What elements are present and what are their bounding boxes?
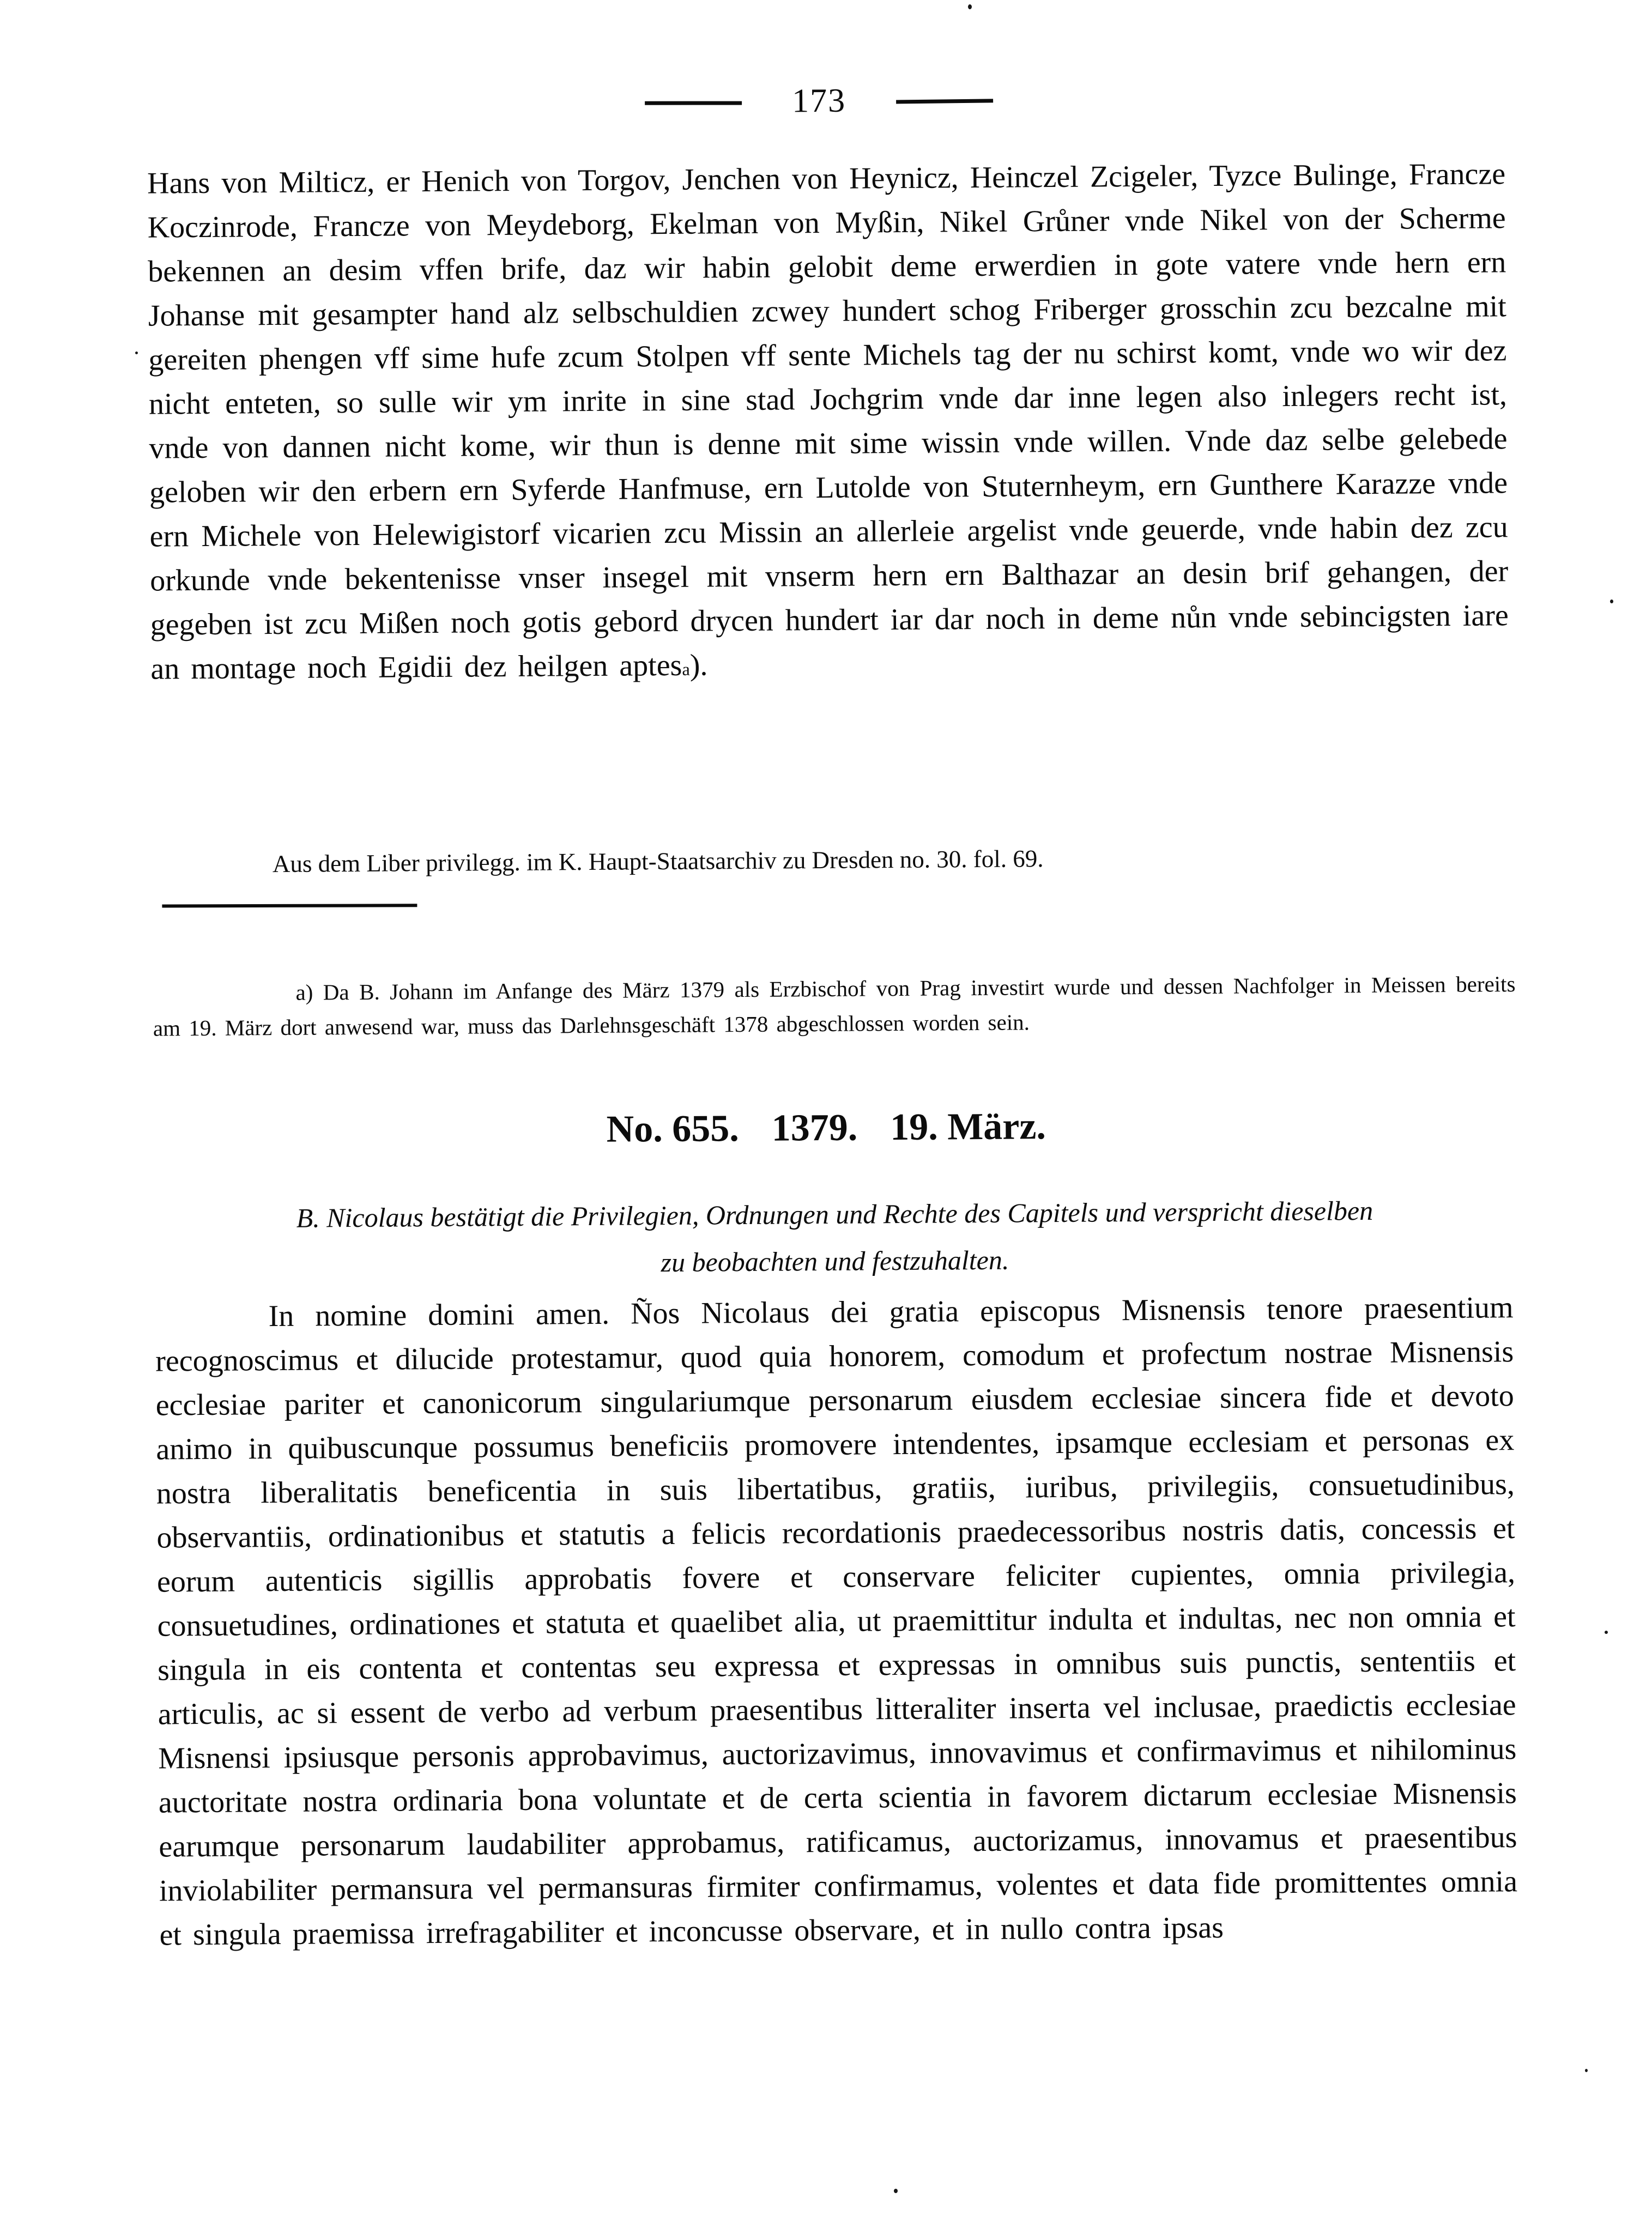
scan-speck — [1610, 600, 1613, 603]
page-number: 173 — [791, 82, 846, 120]
scan-speck — [894, 2189, 898, 2193]
entry-655-latin-text: In nomine domini amen. Ños Nicolaus dei gratia episcopus Misnensis tenore praesentium recognoscimus et dilucide protestamur, quod quia honorem, comodum et profectum nostrae Misnensis ecclesiae pariter et canonicorum singulariumque personarum eiusdem ecclesiae sincera fide et devoto animo in quibuscunque possumus beneficiis promovere intendentes, ipsamque ecclesiam et personas ex nostra liberalitatis beneficentia in suis libertatibus, gratiis, iuribus, privilegiis, consuetudinibus, observantiis, ordinationibus et statutis a felicis recordationis praedecessoribus nostris datis, concessis et eorum autenticis sigillis approbatis fovere et conservare feliciter cupientes, omnia privilegia, consuetudines, ordinationes et statuta et quaelibet alia, ut praemittitur indulta et indultas, nec non omnia et singula in eis contenta et contentas seu expressa et expressas in omnibus suis punctis, sententiis et articulis, ac si essent de verbo ad verbum praesentibus litteraliter inserta vel inclusae, praedictis ecclesiae Misnensi ipsiusque personis approbavimus, auctorizavimus, innovavimus et confirmavimus et nihilominus auctoritate nostra ordinaria bona voluntate et de certa scientia in favorem dictarum ecclesiae Misnensis earumque personarum laudabiliter approbamus, ratificamus, auctorizamus, innovamus et praesentibus inviolabiliter permansura vel permansuras firmiter confirmamus, volentes et data fide promittentes omnia et singula praemissa irrefragabiliter et inconcusse observare, et in nullo contra ipsas — [155, 1291, 1518, 1952]
entry-654-body-end: ). — [689, 648, 708, 682]
entry-655-regest — [148, 1186, 1522, 1289]
footnote-divider-rule — [162, 904, 417, 907]
header-rule-right — [896, 99, 993, 104]
scan-speck — [135, 352, 138, 354]
archive-source-line: Aus dem Liber privilegg. im K. Haupt-Staatsarchiv zu Dresden no. 30. fol. 69. — [272, 845, 1044, 878]
regest-line-2: zu beobachten und festzuhalten. — [661, 1244, 1009, 1278]
footnote-label: a) — [295, 979, 313, 1005]
entry-year: 1379. — [771, 1106, 858, 1149]
scan-speck — [1585, 2069, 1588, 2072]
scan-speck — [1605, 1631, 1608, 1634]
entry-date: 19. März. — [889, 1105, 1046, 1149]
footnote-a — [153, 966, 1516, 1045]
regest-line-1: B. Nicolaus bestätigt die Privilegien, Ordnungen und Rechte des Capitels und verspricht dieselben — [296, 1195, 1373, 1233]
entry-number: No. 655. — [606, 1107, 739, 1151]
footnote-reference-marker: a — [682, 659, 690, 680]
running-head — [0, 76, 1645, 126]
entry-654-body-text: Hans von Milticz, er Henich von Torgov, Jenchen von Heynicz, Heinczel Zcigeler, Tyzce Bulinge, Francze Koczinrode, Francze von Meydeborg, Ekelman von Myßin, Nikel Grůner vnde Nikel von der Scherme bekennen an desim vffen brife, daz wir habin gelobit deme erwerdien in gote vatere vnde hern ern Johanse mit gesampter hand alz selbschuldien zcwey hundert schog Friberger grosschin zcu bezcalne mit gereiten phengen vff sime hufe zcum Stolpen vff sente Michels tag der nu schirst komt, vnde wo wir dez nicht enteten, so sulle wir ym inrite in sine stad Jochgrim vnde dar inne legen also inlegers recht ist, vnde von dannen nicht kome, wir thun is denne mit sime wissin vnde willen. Vnde daz selbe gelebede geloben wir den erbern ern Syferde Hanfmuse, ern Lutolde von Stuternheym, ern Gunthere Karazze vnde ern Michele von Helewigistorf vicarien zcu Missin an allerleie argelist vnde geuerde, vnde habin dez zcu orkunde vnde bekentenisse vnser insegel mit vnserm hern ern Balthazar an desin brif gehangen, der gegeben ist zcu Mißen noch gotis gebord drycen hundert iar dar noch in deme nůn vnde sebincigsten iare an montage noch Egidii dez heilgen aptes — [147, 157, 1509, 686]
scan-speck — [968, 4, 972, 9]
entry-654-continuation-paragraph — [147, 152, 1509, 691]
header-rule-left — [645, 101, 742, 105]
footnote-text: Da B. Johann im Anfange des März 1379 als Erzbischof von Prag investirt wurde und dessen Nachfolger in Meissen bereits am 19. März dort anwesend war, muss das Darlehnsgeschäft 1378 abgeschlossen worden sein. — [153, 971, 1516, 1041]
entry-655-heading — [0, 1100, 1652, 1155]
